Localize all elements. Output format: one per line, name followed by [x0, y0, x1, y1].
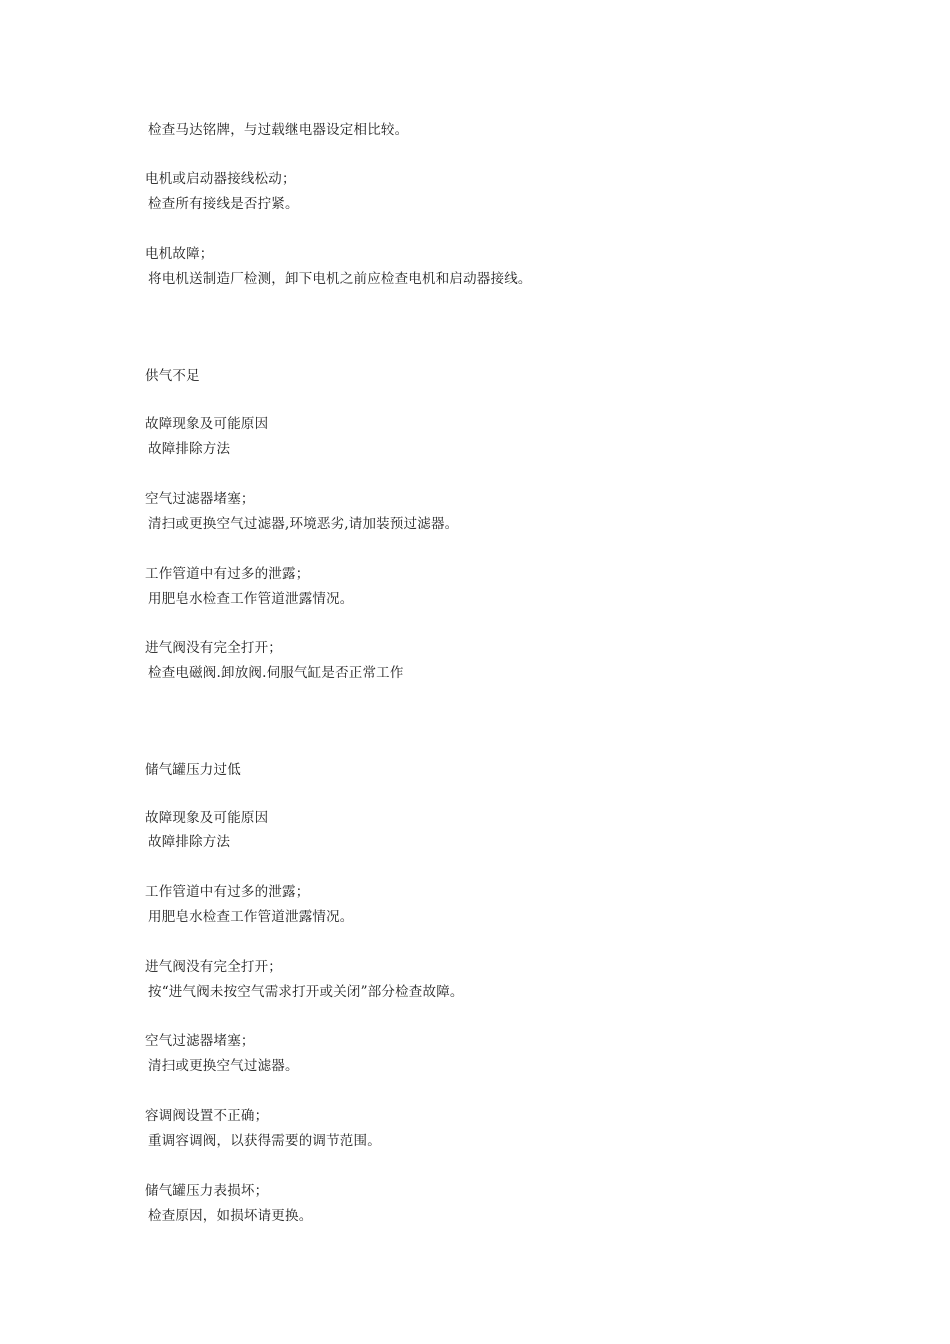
text-line: 空气过滤器堵塞；	[145, 1033, 255, 1049]
text-line: 故障排除方法	[148, 834, 231, 850]
text-line: 用肥皂水检查工作管道泄露情况。	[148, 909, 354, 925]
text-line: 工作管道中有过多的泄露；	[145, 884, 310, 900]
text-line: 故障现象及可能原因	[145, 416, 269, 432]
text-line: 重调容调阀，以获得需要的调节范围。	[148, 1133, 381, 1149]
text-line: 清扫或更换空气过滤器,环境恶劣,请加装预过滤器。	[148, 516, 459, 532]
text-line: 检查所有接线是否拧紧。	[148, 196, 299, 212]
text-line: 进气阀没有完全打开；	[145, 640, 282, 656]
text-line: 电机或启动器接线松动；	[145, 171, 296, 187]
text-line: 储气罐压力表损坏；	[145, 1183, 269, 1199]
text-line: 将电机送制造厂检测，卸下电机之前应检查电机和启动器接线。	[148, 271, 532, 287]
text-line: 工作管道中有过多的泄露；	[145, 566, 310, 582]
text-line: 按“进气阀未按空气需求打开或关闭”部分检查故障。	[148, 984, 464, 1000]
text-line: 电机故障；	[145, 246, 214, 262]
text-line: 故障现象及可能原因	[145, 810, 269, 826]
text-line: 清扫或更换空气过滤器。	[148, 1058, 299, 1074]
text-line: 检查马达铭牌，与过载继电器设定相比较。	[148, 122, 409, 138]
text-line: 检查原因，如损坏请更换。	[148, 1208, 313, 1224]
text-line: 空气过滤器堵塞；	[145, 491, 255, 507]
text-line: 进气阀没有完全打开；	[145, 959, 282, 975]
text-line: 故障排除方法	[148, 441, 231, 457]
section-heading: 储气罐压力过低	[145, 762, 241, 778]
text-line: 用肥皂水检查工作管道泄露情况。	[148, 591, 354, 607]
text-line: 检查电磁阀.卸放阀.伺服气缸是否正常工作	[148, 665, 404, 681]
section-heading: 供气不足	[145, 368, 200, 384]
text-line: 容调阀设置不正确；	[145, 1108, 269, 1124]
